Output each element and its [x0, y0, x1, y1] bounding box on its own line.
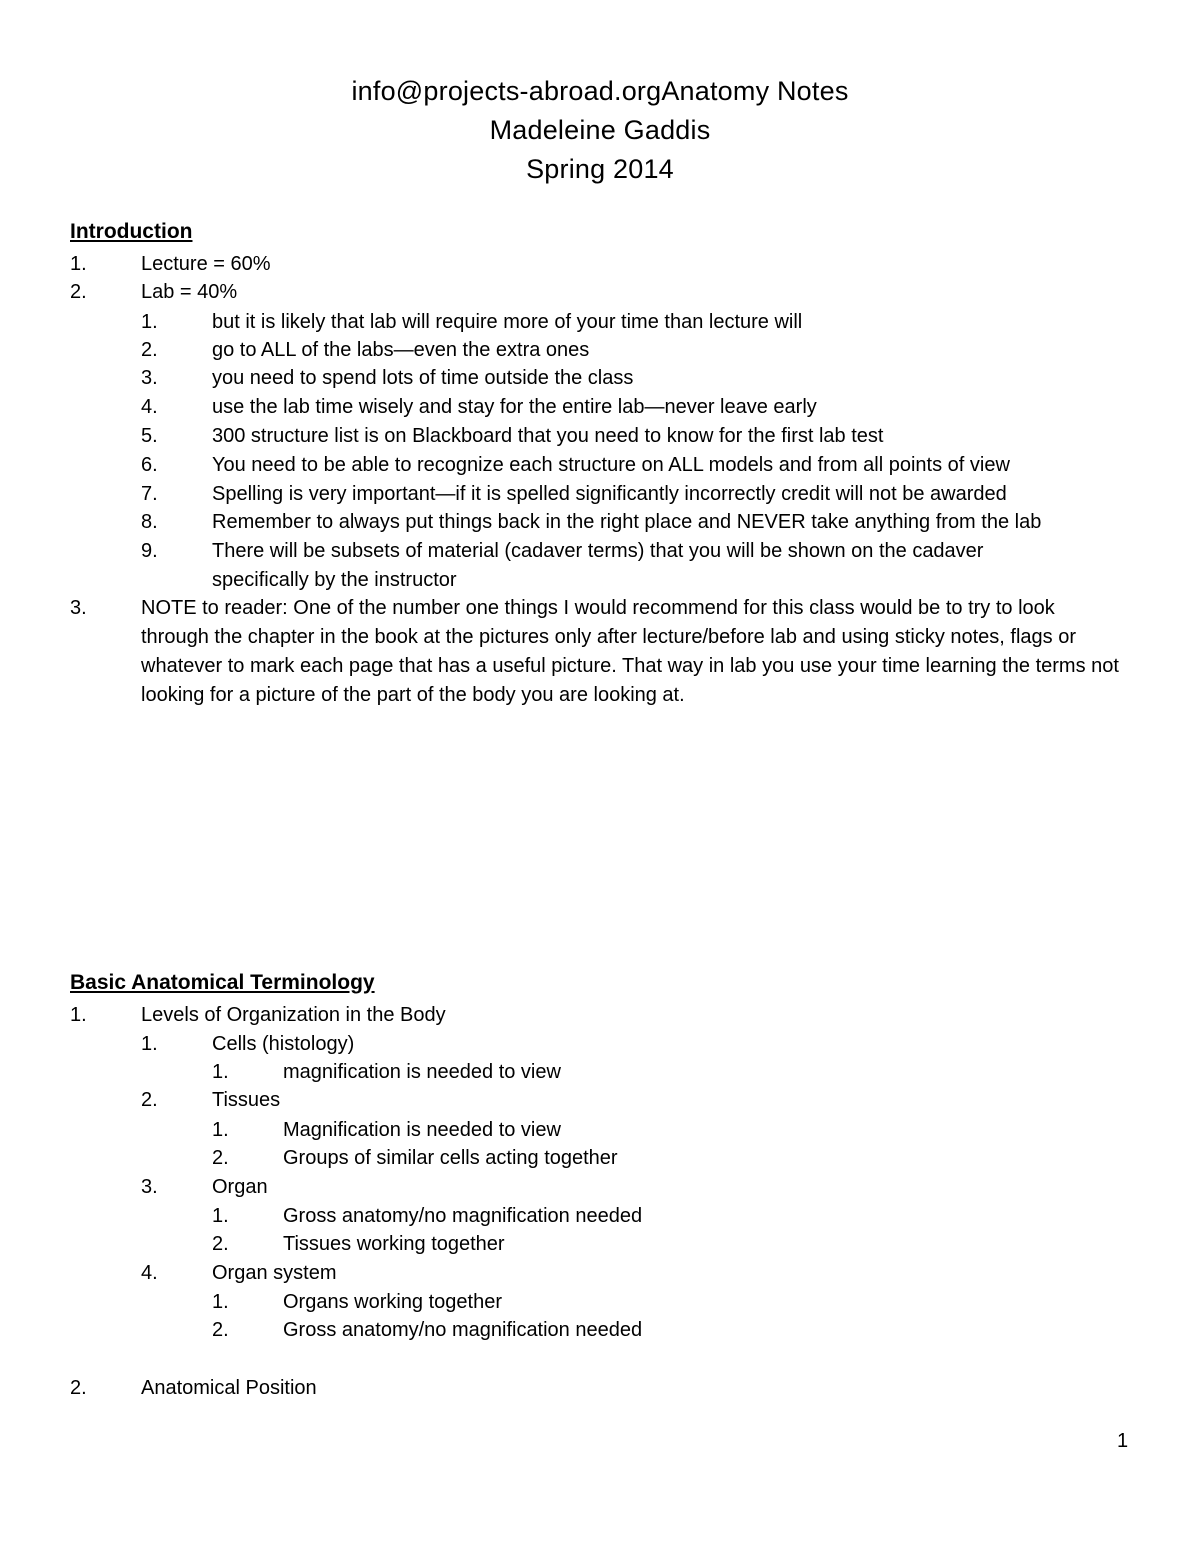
list-number: 3.: [70, 597, 87, 619]
list-number: 8.: [141, 511, 158, 533]
page-number: 1: [1117, 1430, 1129, 1452]
list-item: [141, 537, 1061, 595]
list-text: Lecture = 60%: [141, 253, 271, 275]
author-name: Madeleine Gaddis: [489, 115, 711, 145]
list-number: 4.: [141, 1262, 158, 1284]
list-text: Gross anatomy/no magnification needed: [283, 1205, 643, 1227]
list-number: 1.: [212, 1205, 229, 1227]
list-text: but it is likely that lab will require more of your time than lecture will: [212, 311, 803, 333]
list-number: 6.: [141, 454, 158, 476]
list-number: 2.: [70, 1377, 87, 1399]
list-text: Magnification is needed to view: [283, 1119, 561, 1141]
list-number: 1.: [212, 1061, 229, 1083]
list-text: Gross anatomy/no magnification needed: [283, 1319, 643, 1341]
list-text: NOTE to reader: One of the number one things I would recommend for this class would be to try to look through the chapter in the book at the pictures only after lecture/before lab and using sticky notes, flags or whatever to mark each page that has a useful picture. That way in lab you use your time learning the terms not looking for a picture of the part of the body you are looking at.: [141, 597, 1119, 706]
list-number: 3.: [141, 1176, 158, 1198]
list-number: 1.: [141, 311, 158, 333]
list-number: 2.: [212, 1147, 229, 1169]
list-number: 4.: [141, 396, 158, 418]
list-text: you need to spend lots of time outside the class: [212, 367, 634, 389]
list-text: Lab = 40%: [141, 281, 238, 303]
list-text: Organs working together: [283, 1291, 503, 1313]
list-text: There will be subsets of material (cadaver terms) that you will be shown on the cadaver specifically by the instructor: [212, 540, 984, 591]
section-heading-basic-terminology: Basic Anatomical Terminology: [70, 971, 375, 994]
title-line-1: info@projects-abroad.orgAnatomy Notes: [351, 76, 849, 106]
list-number: 1.: [70, 253, 87, 275]
list-number: 3.: [141, 367, 158, 389]
term-label: Spring 2014: [526, 154, 674, 184]
list-number: 1.: [212, 1119, 229, 1141]
section-heading-introduction: Introduction: [70, 220, 193, 243]
list-text: Anatomical Position: [141, 1377, 317, 1399]
list-item: [70, 594, 1125, 710]
list-text: magnification is needed to view: [283, 1061, 561, 1083]
list-number: 2.: [70, 281, 87, 303]
list-text: Spelling is very important—if it is spelled significantly incorrectly credit will not be awarded: [212, 483, 1007, 505]
list-number: 7.: [141, 483, 158, 505]
list-number: 1.: [212, 1291, 229, 1313]
list-text: Groups of similar cells acting together: [283, 1147, 618, 1169]
list-text: 300 structure list is on Blackboard that you need to know for the first lab test: [212, 425, 884, 447]
list-number: 1.: [141, 1033, 158, 1055]
list-text: Levels of Organization in the Body: [141, 1004, 446, 1026]
list-text: Organ: [212, 1176, 268, 1198]
list-text: Tissues working together: [283, 1233, 505, 1255]
list-number: 2.: [212, 1319, 229, 1341]
list-number: 5.: [141, 425, 158, 447]
list-text: use the lab time wisely and stay for the entire lab—never leave early: [212, 396, 817, 418]
list-number: 9.: [141, 540, 158, 562]
list-number: 2.: [141, 1089, 158, 1111]
list-text: Cells (histology): [212, 1033, 355, 1055]
list-text: Tissues: [212, 1089, 281, 1111]
list-text: Organ system: [212, 1262, 337, 1284]
list-number: 1.: [70, 1004, 87, 1026]
list-text: go to ALL of the labs—even the extra ones: [212, 339, 590, 361]
document-title-block: [0, 72, 1200, 189]
list-number: 2.: [212, 1233, 229, 1255]
list-text: You need to be able to recognize each structure on ALL models and from all points of view: [212, 454, 1010, 476]
list-number: 2.: [141, 339, 158, 361]
list-text: Remember to always put things back in the right place and NEVER take anything from the lab: [212, 511, 1042, 533]
